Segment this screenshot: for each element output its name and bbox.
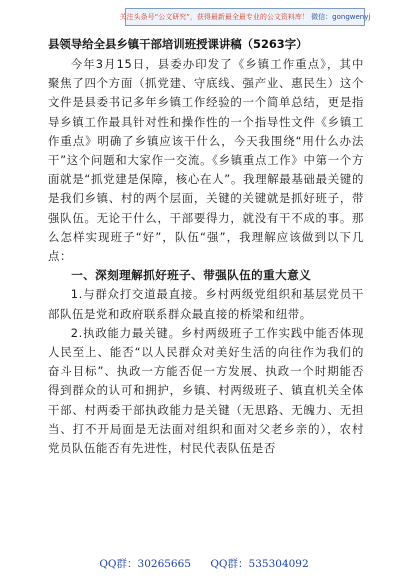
point-paragraph: 2.执政能力最关键。乡村两级班子工作实践中能否体现人民至上、能否“以人民群众对美好生活的向往作为我们的奋斗目标”、执政一方能否促一方发展、执政一个时期能否得到群众的认可和拥护，乡镇、村两级班子、镇直机关全体干部、村两委干部执政能力是关键（无思路、无魄力、无担当、打不开局面是无法面对组织和面对父老乡亲的），农村党员队伍能否有先进性，村民代表队伍是否 [48,325,364,456]
document-title: 县领导给全县乡镇干部培训班授课讲稿（5263字） [48,37,308,51]
section-heading: 一、深刻理解抓好班子、带强队伍的重大意义 [71,268,312,283]
wechat-id: gongwenyj [332,13,371,21]
footer-contacts [0,556,408,571]
footer-qq-group-2: QQ群：535304092 [210,558,309,570]
banner-text: 关注头条号“公文研究”，获得最新最全最专业的公文资料库！ [119,13,309,21]
footer-qq-group-1: QQ群：30265665 [99,558,191,570]
document-body [48,55,364,458]
promo-banner [119,8,371,26]
wechat-label: 微信： [311,13,333,21]
point-paragraph: 1.与群众打交道最直接。乡村两级党组织和基层党员干部队伍是党和政府联系群众最直接的桥梁和纽带。 [48,287,364,321]
intro-paragraph: 今年3月15日，县委办印发了《乡镇工作重点》，其中聚焦了四个方面（抓党建、守底线、强产业、惠民生）这个文件是县委书记多年乡镇工作经验的一个简单总结，更是指导乡镇工作最具针对性和操作性的一个指导性文件《乡镇工作重点》明确了乡镇应该干什么，今天我围绕“用什么办法干”这个问题和大家作一交流。《乡镇重点工作》中第一个方面就是“抓党建是保障，核心在人”。我理解最基础最关键的是我们乡镇、村的两个层面，关键的关键就是抓好班子，带强队伍。无论干什么，干部要得力，就没有干不成的事。那么怎样实现班子“好”，队伍“强”，我理解应该做到以下几点： [48,57,364,264]
